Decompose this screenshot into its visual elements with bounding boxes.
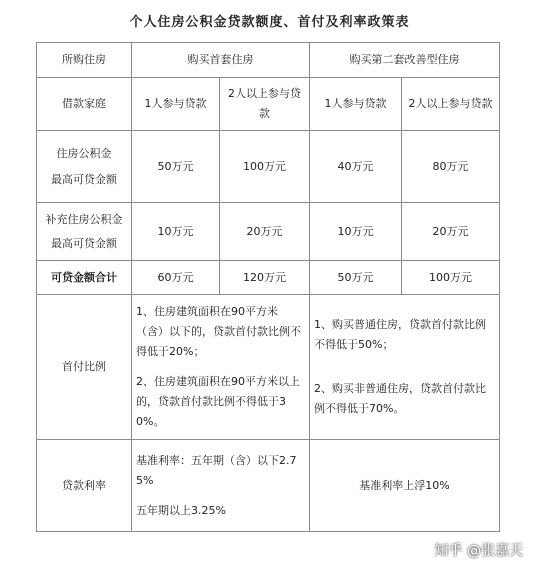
total-loan-value: 50万元 <box>310 261 402 295</box>
supplementary-fund-label-line1: 补充住房公积金 <box>45 212 123 226</box>
borrowers-one-person: 1人参与贷款 <box>132 78 220 131</box>
housing-fund-label-line1: 住房公积金 <box>56 146 112 160</box>
borrowers-one-person-2: 1人参与贷款 <box>310 78 402 131</box>
supplementary-fund-value: 10万元 <box>310 203 402 261</box>
down-payment-first-home-rule-1: 1、住房建筑面积在90平方米（含）以下的，贷款首付款比例不得低于20%； <box>136 305 301 358</box>
down-payment-second-home <box>310 295 500 440</box>
housing-fund-value: 80万元 <box>402 131 500 203</box>
housing-fund-value: 100万元 <box>220 131 310 203</box>
table-title: 个人住房公积金贷款额度、首付及利率政策表 <box>129 15 410 30</box>
supplementary-fund-value: 20万元 <box>402 203 500 261</box>
total-loan-label: 可贷金额合计 <box>37 261 132 295</box>
table-row <box>37 131 500 203</box>
housing-fund-label <box>37 131 132 203</box>
interest-rate-second-home: 基准利率上浮10% <box>310 440 500 532</box>
table-row <box>37 78 500 131</box>
down-payment-label: 首付比例 <box>37 295 132 440</box>
watermark: 知乎 @张嘉天 <box>434 543 523 559</box>
borrowers-two-plus-2: 2人以上参与贷款 <box>402 78 500 131</box>
table-row <box>37 203 500 261</box>
header-purchased-housing: 所购住房 <box>37 43 132 78</box>
policy-table <box>36 42 500 532</box>
table-row <box>37 261 500 295</box>
borrowers-two-plus: 2人以上参与贷款 <box>220 78 310 131</box>
supplementary-fund-value: 10万元 <box>132 203 220 261</box>
table-row <box>37 440 500 532</box>
total-loan-value: 100万元 <box>402 261 500 295</box>
down-payment-first-home-rule-2: 2、住房建筑面积在90平方米以上的，贷款首付款比例不得低于30%。 <box>136 375 300 428</box>
housing-fund-value: 50万元 <box>132 131 220 203</box>
housing-fund-label-line2: 最高可贷金额 <box>51 172 117 186</box>
down-payment-second-home-rule-2: 2、购买非普通住房，贷款首付款比例不得低于70%。 <box>314 382 486 415</box>
interest-rate-first-home-line-2: 五年期以上3.25% <box>136 503 226 517</box>
interest-rate-first-home <box>132 440 310 532</box>
header-second-home: 购买第二套改善型住房 <box>310 43 500 78</box>
total-loan-value: 120万元 <box>220 261 310 295</box>
supplementary-fund-label-line2: 最高可贷金额 <box>51 236 117 250</box>
total-loan-value: 60万元 <box>132 261 220 295</box>
down-payment-second-home-rule-1: 1、购买普通住房，贷款首付款比例不得低于50%； <box>314 318 486 351</box>
table-row <box>37 43 500 78</box>
down-payment-first-home <box>132 295 310 440</box>
table-row <box>37 295 500 440</box>
supplementary-fund-label <box>37 203 132 261</box>
interest-rate-label: 贷款利率 <box>37 440 132 532</box>
supplementary-fund-value: 20万元 <box>220 203 310 261</box>
borrowers-label: 借款家庭 <box>37 78 132 131</box>
interest-rate-first-home-line-1: 基准利率：五年期（含）以下2.75% <box>136 453 297 487</box>
housing-fund-value: 40万元 <box>310 131 402 203</box>
header-first-home: 购买首套住房 <box>132 43 310 78</box>
